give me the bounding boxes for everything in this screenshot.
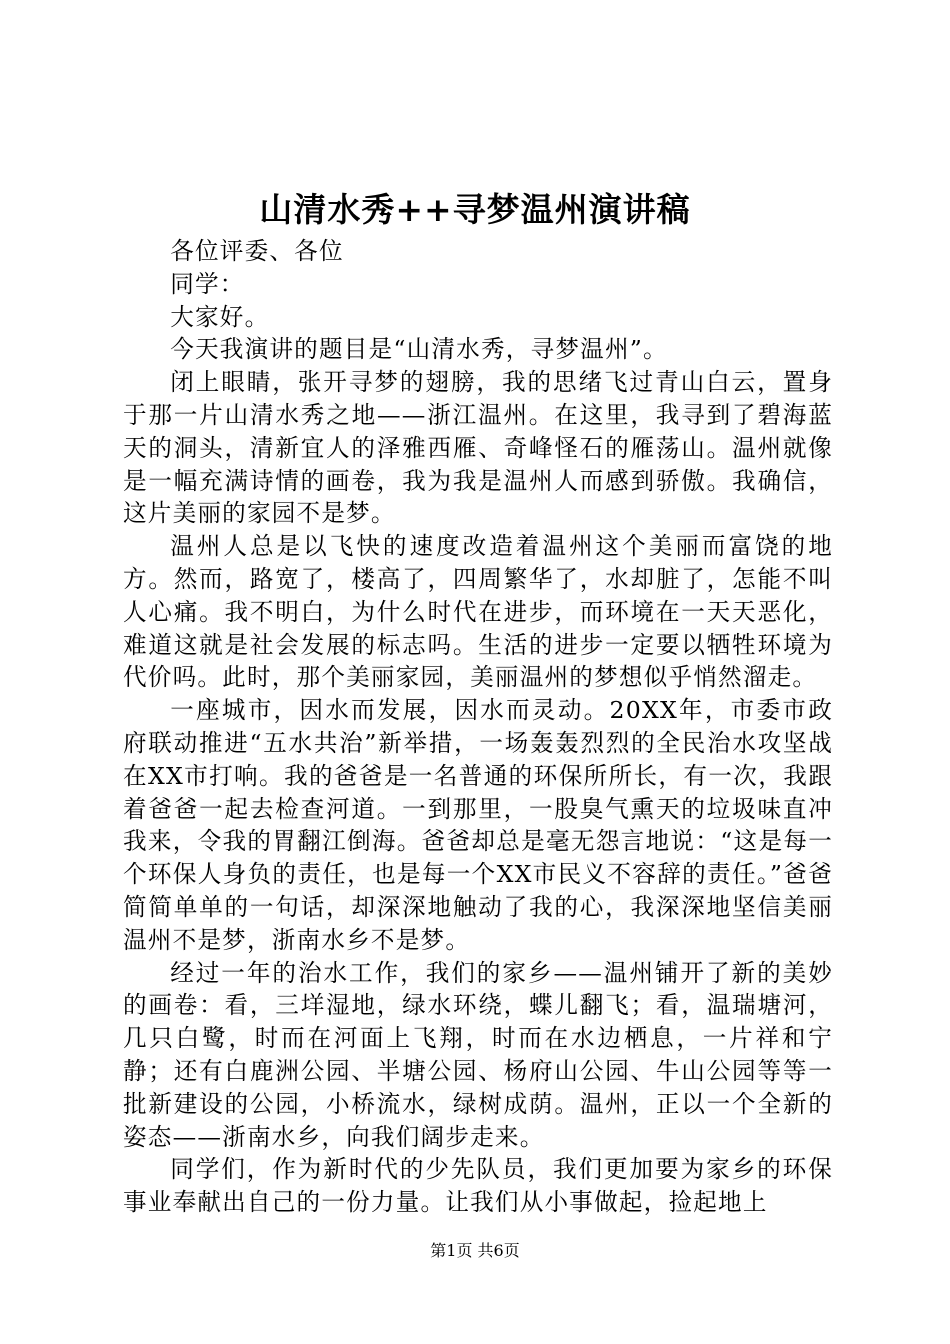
document-title: 山清水秀++寻梦温州演讲稿 [259, 190, 691, 229]
document-body [123, 235, 833, 1219]
paragraph-salutation: 各位评委、各位 [170, 237, 344, 265]
paragraph-salutation-cont: 同学： [170, 269, 245, 298]
paragraph-body: 经过一年的治水工作，我们的家乡——温州铺开了新的美妙的画卷：看，三垟湿地，绿水环绕，蝶儿翻飞；看，温瑞塘河，几只白鹭，时而在河面上飞翔，时而在水边栖息，一片祥和宁静；还有白鹿洲公园、半塘公园、杨府山公园、牛山公园等等一批新建设的公园，小桥流水，绿树成荫。温州，正以一个全新的姿态——浙南水乡，向我们阔步走来。 [123, 958, 833, 1151]
paragraph-body: 同学们，作为新时代的少先队员，我们更加要为家乡的环保事业奉献出自己的一份力量。让我们从小事做起，捡起地上 [123, 1155, 833, 1217]
page-number-footer: 第1页 共6页 [430, 1241, 520, 1260]
paragraph-body: 闭上眼睛，张开寻梦的翅膀，我的思绪飞过青山白云，置身于那一片山清水秀之地——浙江温州。在这里，我寻到了碧海蓝天的洞头，清新宜人的泽雅西雁、奇峰怪石的雁荡山。温州就像是一幅充满诗情的画卷，我为我是温州人而感到骄傲。我确信，这片美丽的家园不是梦。 [123, 368, 833, 528]
paragraph-body: 一座城市，因水而发展，因水而灵动。20XX年，市委市政府联动推进“五水共治”新举措，一场轰轰烈烈的全民治水攻坚战在XX市打响。我的爸爸是一名普通的环保所所长，有一次，我跟着爸爸一起去检查河道。一到那里，一股臭气熏天的垃圾味直冲我来，令我的胃翻江倒海。爸爸却总是毫无怨言地说：“这是每一个环保人身负的责任，也是每一个XX市民义不容辞的责任。”爸爸简简单单的一句话，却深深地触动了我的心，我深深地坚信美丽温州不是梦，浙南水乡不是梦。 [123, 696, 833, 954]
paragraph-body: 温州人总是以飞快的速度改造着温州这个美丽而富饶的地方。然而，路宽了，楼高了，四周繁华了，水却脏了，怎能不叫人心痛。我不明白，为什么时代在进步，而环境在一天天恶化，难道这就是社会发展的标志吗。生活的进步一定要以牺牲环境为代价吗。此时，那个美丽家园，美丽温州的梦想似乎悄然溜走。 [123, 532, 833, 692]
paragraph-greeting: 大家好。 [170, 302, 270, 331]
paragraph-topic: 今天我演讲的题目是“山清水秀，寻梦温州”。 [170, 335, 668, 364]
